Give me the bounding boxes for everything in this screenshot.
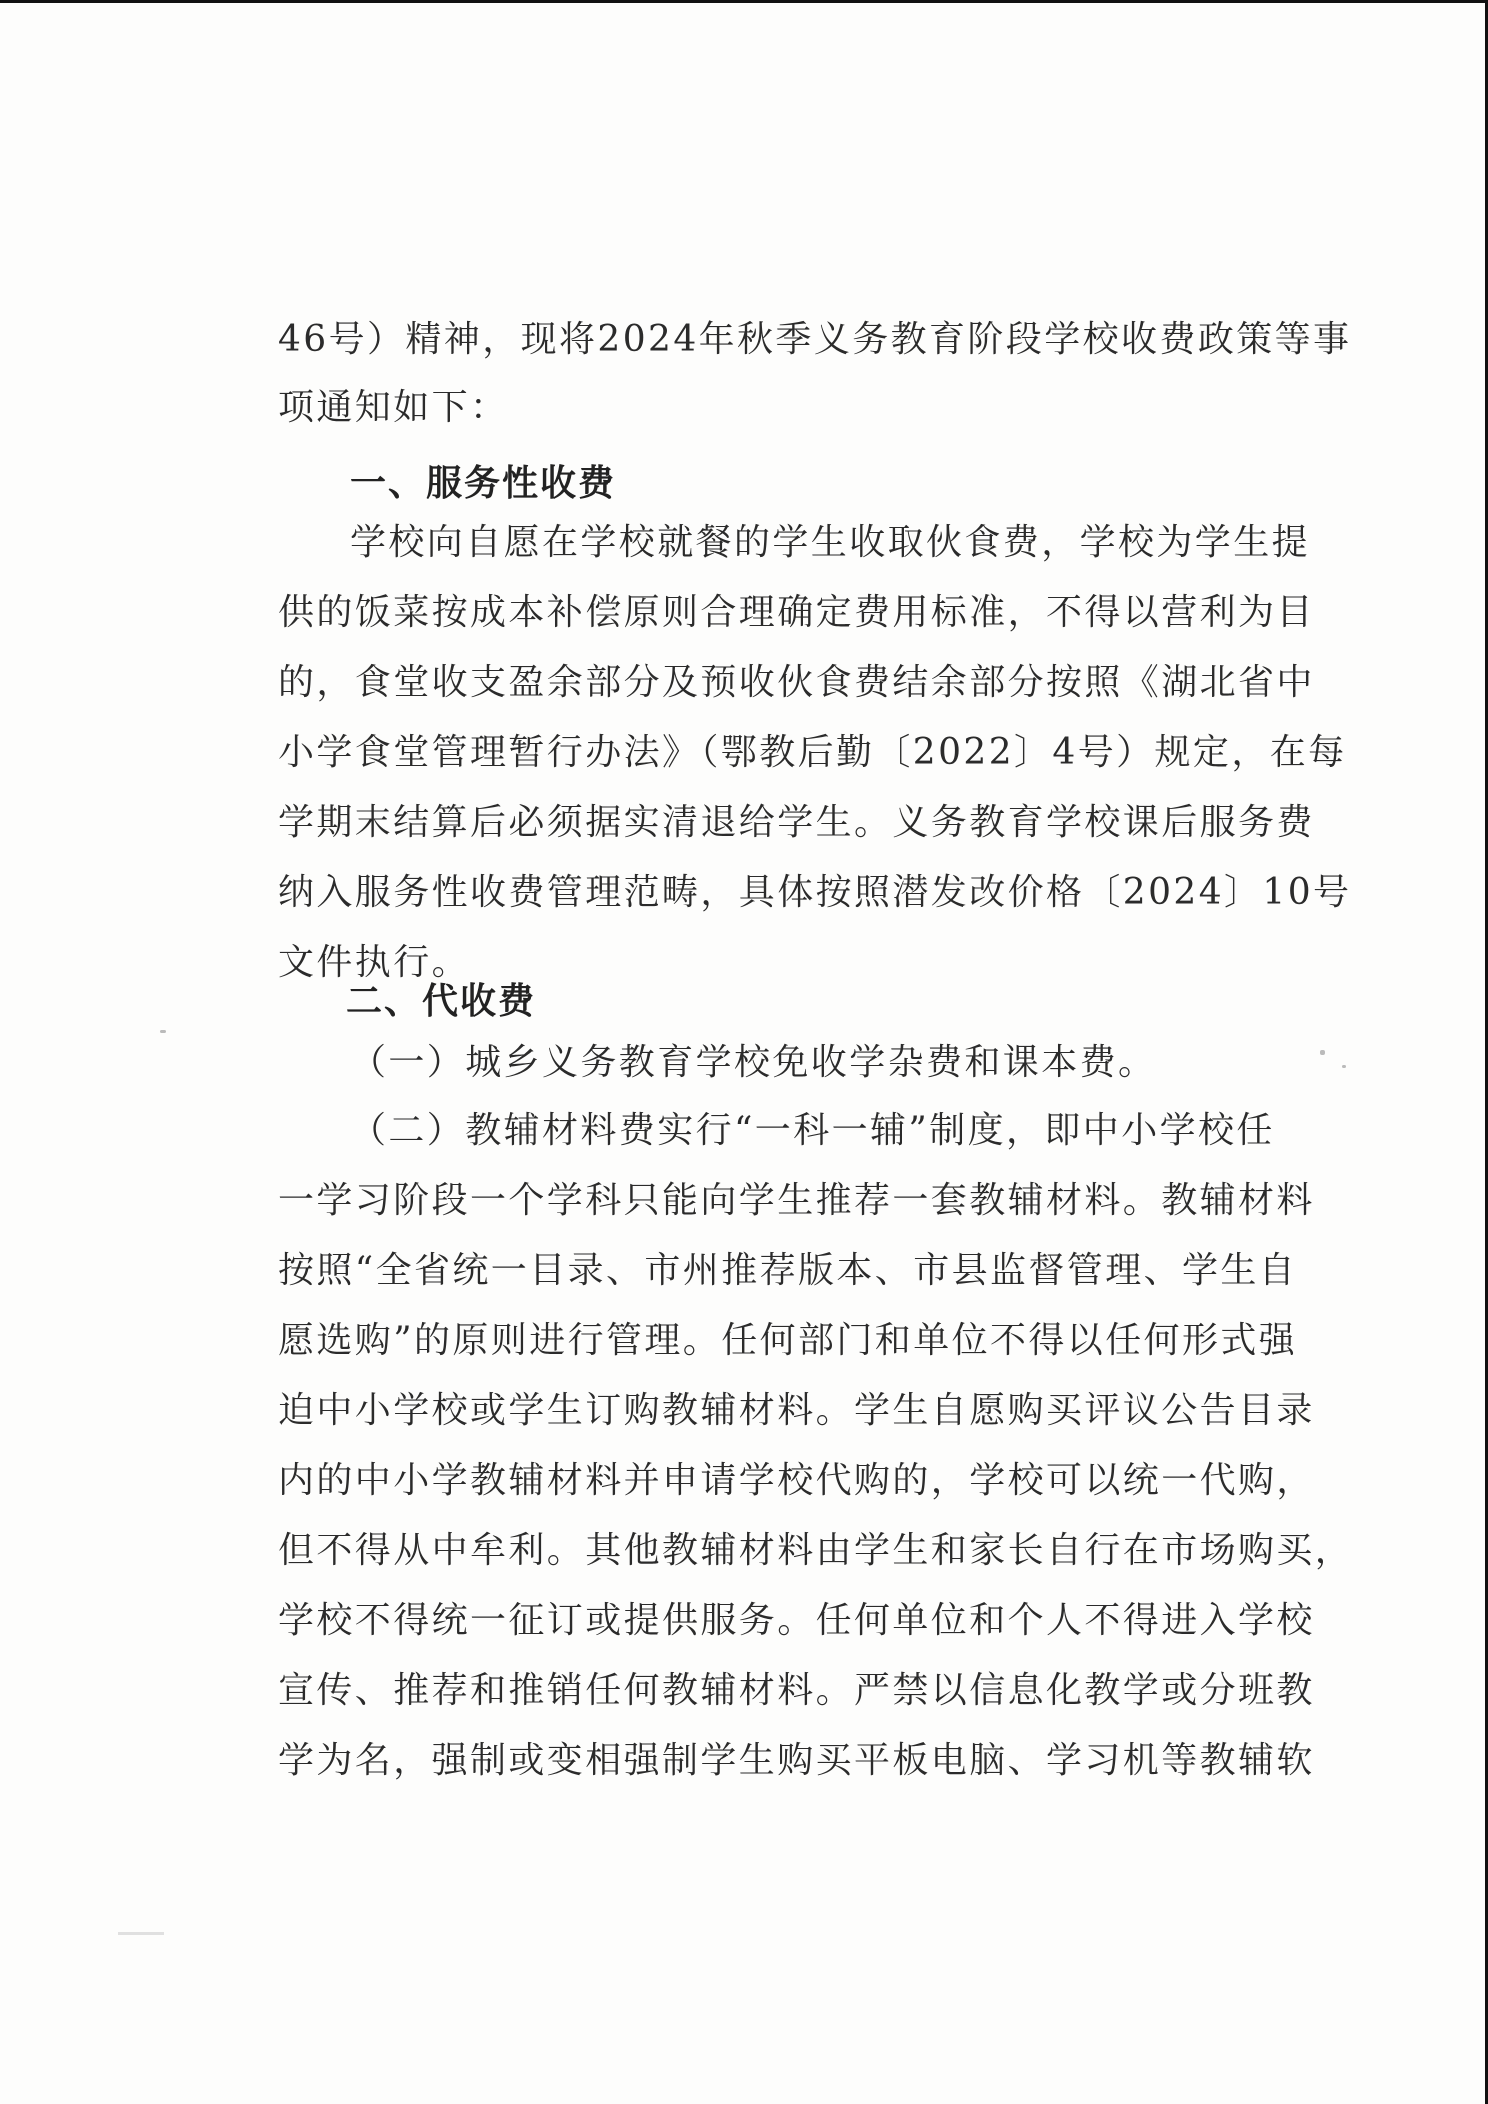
body-line: 但不得从中牟利。其他教辅材料由学生和家长自行在市场购买，	[278, 1530, 1354, 1571]
body-line: 纳入服务性收费管理范畴，具体按照潜发改价格〔2024〕10号	[278, 872, 1352, 913]
body-line: 学为名，强制或变相强制学生购买平板电脑、学习机等教辅软	[278, 1740, 1315, 1781]
body-line: 供的饭菜按成本补偿原则合理确定费用标准，不得以营利为目	[278, 592, 1315, 633]
body-line: 小学食堂管理暂行办法》（鄂教后勤〔2022〕4号）规定，在每	[278, 732, 1347, 773]
body-line: 一学习阶段一个学科只能向学生推荐一套教辅材料。教辅材料	[278, 1180, 1315, 1221]
body-line: 愿选购”的原则进行管理。任何部门和单位不得以任何形式强	[278, 1320, 1298, 1361]
body-line: 文件执行。	[278, 942, 471, 983]
body-line: 学校不得统一征订或提供服务。任何单位和个人不得进入学校	[278, 1600, 1315, 1641]
body-line: 项通知如下：	[278, 387, 509, 428]
body-line: 的，食堂收支盈余部分及预收伙食费结余部分按照《湖北省中	[278, 662, 1315, 703]
scan-speck	[1320, 1050, 1325, 1055]
body-line: （一）城乡义务教育学校免收学杂费和课本费。	[350, 1042, 1157, 1083]
body-line: 46号）精神，现将2024年秋季义务教育阶段学校收费政策等事	[278, 319, 1352, 360]
scan-speck	[160, 1030, 166, 1033]
body-line: 迫中小学校或学生订购教辅材料。学生自愿购买评议公告目录	[278, 1390, 1315, 1431]
body-line: 宣传、推荐和推销任何教辅材料。严禁以信息化教学或分班教	[278, 1670, 1315, 1711]
body-line: 学校向自愿在学校就餐的学生收取伙食费，学校为学生提	[350, 522, 1311, 563]
section-heading-service-fees: 一、服务性收费	[350, 463, 617, 504]
body-line: 按照“全省统一目录、市州推荐版本、市县监督管理、学生自	[278, 1250, 1298, 1291]
body-line: （二）教辅材料费实行“一科一辅”制度，即中小学校任	[350, 1110, 1275, 1151]
scan-top-edge	[0, 0, 1488, 3]
body-line: 学期末结算后必须据实清退给学生。义务教育学校课后服务费	[278, 802, 1315, 843]
body-line: 内的中小学教辅材料并申请学校代购的，学校可以统一代购，	[278, 1460, 1315, 1501]
section-heading-collected-fees: 二、代收费	[346, 981, 537, 1022]
scan-speck	[1342, 1065, 1346, 1068]
scan-mark	[118, 1932, 164, 1935]
